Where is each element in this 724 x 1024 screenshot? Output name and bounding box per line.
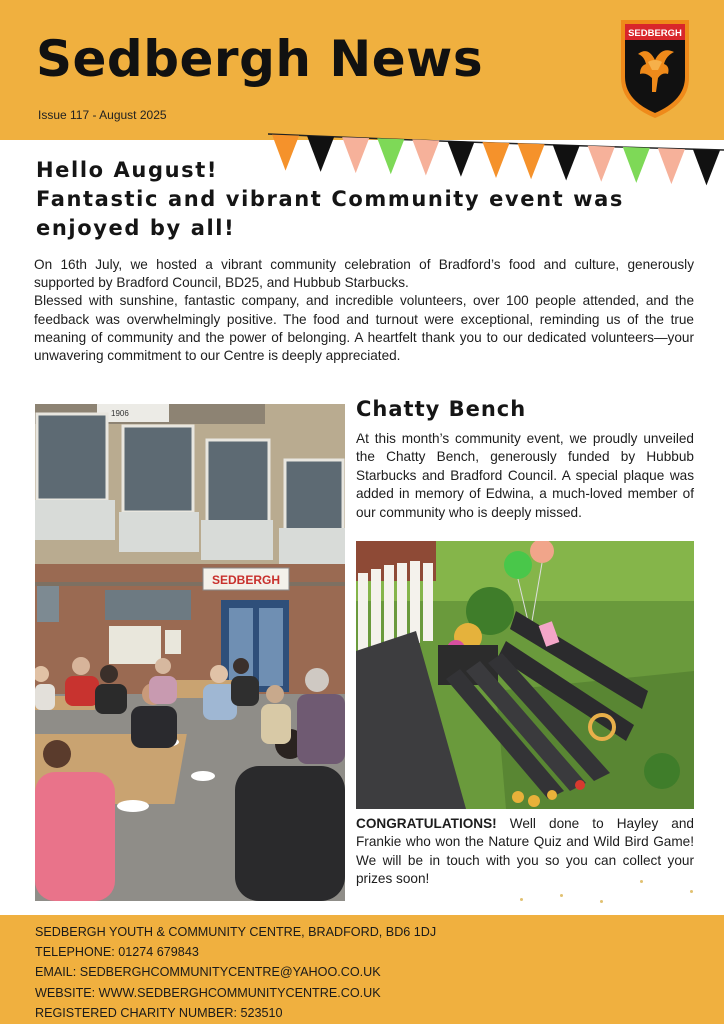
sparkle-decoration — [600, 900, 603, 903]
bunting-flag — [693, 149, 720, 185]
article-paragraph: Blessed with sunshine, fantastic company, and incredible volunteers, over 100 people attended, and the feedback was overwhelmingly positive. The food and turnout were exceptional, reminding us of the true meaning of community and the power of belonging. A heartfelt thank you to our dedicated volunteers—your unwavering commitment to our Centre is deeply appreciated. — [34, 293, 694, 364]
footer-charity-number: REGISTERED CHARITY NUMBER: 523510 — [35, 1005, 283, 1020]
community-event-photo — [35, 404, 345, 901]
chatty-bench-heading: Chatty Bench — [356, 397, 527, 421]
banner-year: 1906 — [111, 409, 129, 418]
building-sign: SEDBERGH — [211, 573, 281, 587]
footer-telephone: TELEPHONE: 01274 679843 — [35, 945, 199, 960]
congratulations-text — [356, 815, 694, 889]
footer-website: WEBSITE: WWW.SEDBERGHCOMMUNITYCENTRE.CO.UK — [35, 985, 381, 1000]
congratulations-lead: CONGRATULATIONS! — [356, 816, 497, 831]
sparkle-decoration — [690, 890, 693, 893]
contact-details — [35, 922, 436, 1023]
sedbergh-crest-logo — [618, 16, 692, 120]
sparkle-decoration — [520, 898, 523, 901]
footer-address: SEDBERGH YOUTH & COMMUNITY CENTRE, BRADFORD, BD6 1DJ — [35, 925, 437, 939]
article-paragraph: On 16th July, we hosted a vibrant community celebration of Bradford’s food and culture, generously supported by Bradford Council, BD25, and Hubbub Starbucks. — [34, 257, 694, 291]
sparkle-decoration — [640, 880, 643, 883]
article-headline — [36, 156, 696, 243]
chatty-bench-photo — [356, 541, 694, 809]
chatty-bench-text: At this month’s community event, we proudly unveiled the Chatty Bench, generously funded by Hubbub Starbucks and Bradford Council. A special plaque was added in memory of Edwina, a much-loved member of our community who is deeply missed. — [356, 431, 694, 520]
footer-email: EMAIL: SEDBERGHCOMMUNITYCENTRE@YAHOO.CO.UK — [35, 965, 381, 980]
crest-label: SEDBERGH — [628, 28, 682, 39]
headline-line: enjoyed by all! — [36, 216, 236, 240]
newsletter-title: Sedbergh News — [36, 30, 484, 88]
article-body — [34, 256, 694, 365]
headline-line: Fantastic and vibrant Community event was — [36, 187, 625, 211]
congratulations-body: Well done to Hayley and Frankie who won the Nature Quiz and Wild Bird Game! We will be in touch with you so you can collect your prizes soon! — [356, 816, 694, 887]
issue-label: Issue 117 - August 2025 — [38, 108, 167, 122]
sparkle-decoration — [560, 894, 563, 897]
headline-line: Hello August! — [36, 158, 219, 182]
